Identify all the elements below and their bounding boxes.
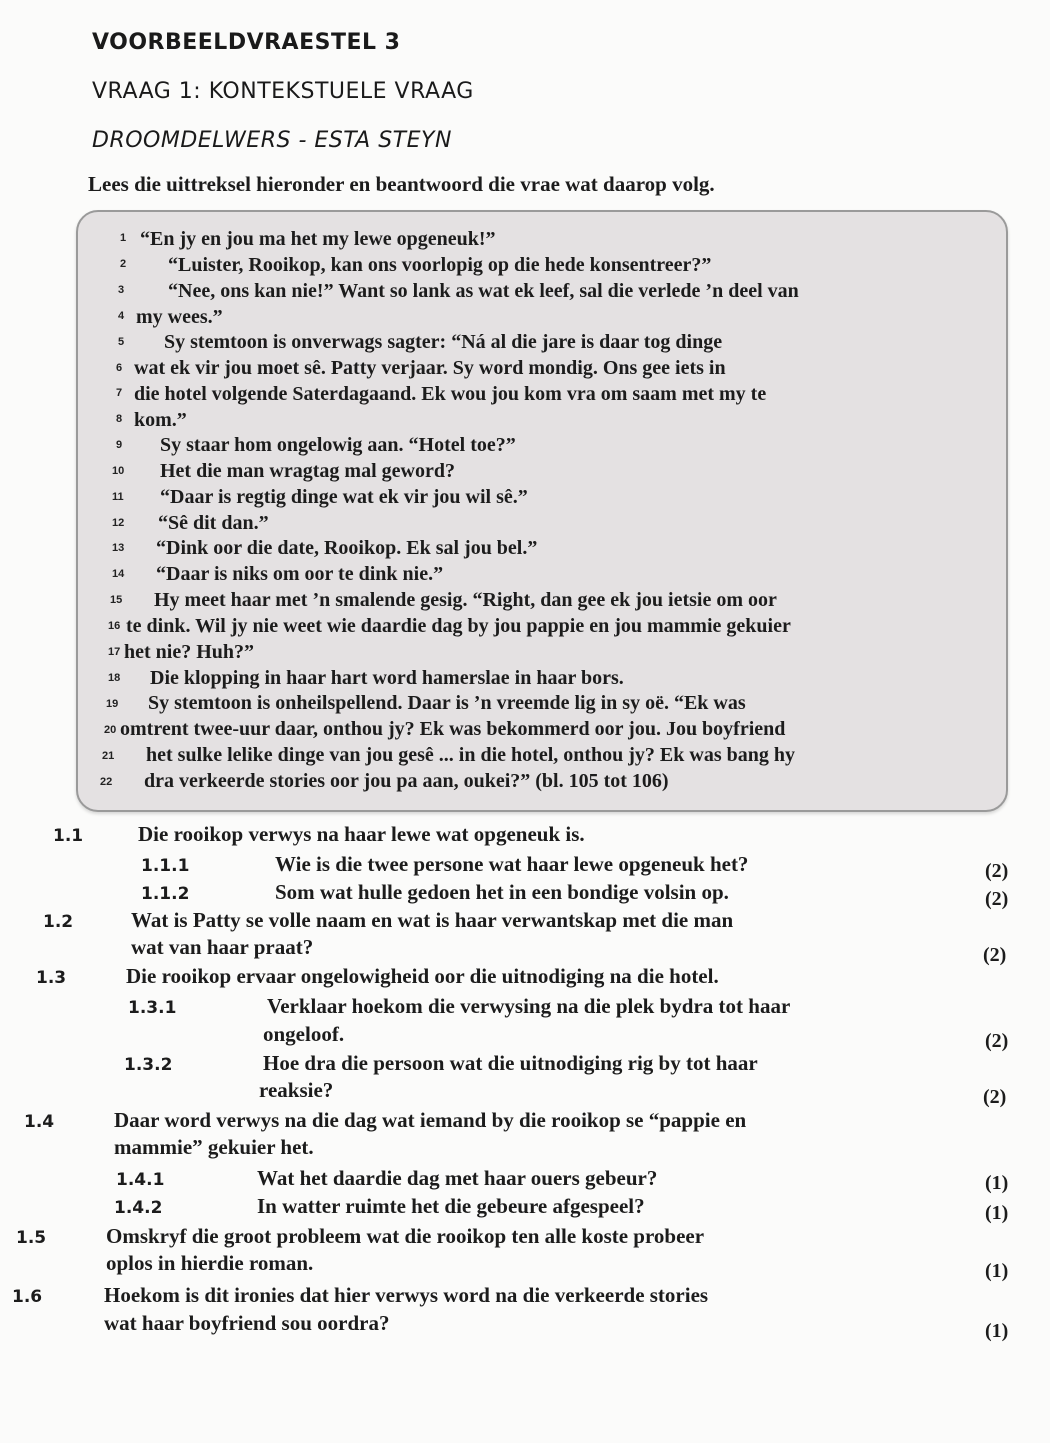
question-number: 1.4 bbox=[24, 1112, 55, 1132]
line-number: 8 bbox=[116, 413, 123, 425]
line-number: 13 bbox=[112, 542, 125, 554]
passage-line: my wees.” bbox=[136, 306, 223, 328]
passage-line: “Daar is regtig dinge wat ek vir jou wil sê.” bbox=[160, 486, 528, 508]
question-text: Die rooikop ervaar ongelowigheid oor die uitnodiging na die hotel. bbox=[126, 964, 719, 988]
question-number: 1.3.2 bbox=[124, 1055, 173, 1075]
line-number: 22 bbox=[100, 776, 113, 788]
line-number: 6 bbox=[116, 362, 123, 374]
question-mark: (1) bbox=[985, 1202, 1009, 1224]
question-text: Die rooikop verwys na haar lewe wat opgeneuk is. bbox=[138, 822, 585, 846]
question-number: 1.4.1 bbox=[116, 1170, 165, 1190]
question-text: Hoe dra die persoon wat die uitnodiging rig by tot haar bbox=[263, 1051, 758, 1075]
question-text: In watter ruimte het die gebeure afgespeel? bbox=[257, 1194, 645, 1218]
passage-line: te dink. Wil jy nie weet wie daardie dag by jou pappie en jou mammie gekuier bbox=[126, 615, 791, 637]
passage-line: Sy staar hom ongelowig aan. “Hotel toe?” bbox=[160, 434, 516, 456]
question-text: ongeloof. bbox=[263, 1022, 345, 1046]
question-text: reaksie? bbox=[259, 1078, 334, 1102]
question-text: Som wat hulle gedoen het in een bondige volsin op. bbox=[275, 880, 729, 904]
question-number: 1.1.2 bbox=[141, 884, 190, 904]
passage-line: Sy stemtoon is onheilspellend. Daar is ’n vreemde lig in sy oë. “Ek was bbox=[148, 692, 746, 714]
passage-line: Hy meet haar met ’n smalende gesig. “Right, dan gee ek jou ietsie om oor bbox=[154, 589, 777, 611]
question-text: Verklaar hoekom die verwysing na die plek bydra tot haar bbox=[267, 994, 791, 1018]
question-mark: (2) bbox=[985, 860, 1009, 882]
passage-line: “Luister, Rooikop, kan ons voorlopig op die hede konsentreer?” bbox=[168, 254, 712, 276]
passage-line: het nie? Huh?” bbox=[124, 641, 255, 663]
question-mark: (1) bbox=[985, 1172, 1009, 1194]
question-mark: (2) bbox=[983, 1086, 1007, 1108]
question-text: mammie” gekuier het. bbox=[114, 1135, 314, 1159]
passage-line: Sy stemtoon is onverwags sagter: “Ná al die jare is daar tog dinge bbox=[164, 331, 723, 353]
line-number: 7 bbox=[116, 387, 123, 399]
passage-line: “Sê dit dan.” bbox=[158, 512, 269, 534]
line-number: 16 bbox=[108, 620, 121, 632]
passage-line: dra verkeerde stories oor jou pa aan, oukei?” (bl. 105 tot 106) bbox=[144, 770, 669, 792]
line-number: 15 bbox=[110, 594, 123, 606]
question-text: Wie is die twee persone wat haar lewe opgeneuk het? bbox=[275, 852, 749, 876]
line-number: 20 bbox=[104, 724, 117, 736]
line-number: 2 bbox=[120, 258, 127, 270]
passage-line: kom.” bbox=[134, 409, 187, 431]
question-mark: (2) bbox=[985, 888, 1009, 910]
question-mark: (2) bbox=[983, 944, 1007, 966]
question-number: 1.6 bbox=[12, 1287, 43, 1307]
question-number: 1.4.2 bbox=[114, 1198, 163, 1218]
question-number: 1.1.1 bbox=[141, 856, 190, 876]
passage-line: het sulke lelike dinge van jou gesê ... in die hotel, onthou jy? Ek was bang hy bbox=[146, 744, 795, 766]
line-number: 17 bbox=[108, 646, 121, 658]
question-mark: (1) bbox=[985, 1260, 1009, 1282]
line-number: 9 bbox=[116, 439, 123, 451]
question-number: 1.1 bbox=[53, 826, 84, 846]
question-heading: VRAAG 1: KONTEKSTUELE VRAAG bbox=[92, 79, 474, 104]
passage-line: omtrent twee-uur daar, onthou jy? Ek was bekommerd oor jou. Jou boyfriend bbox=[120, 718, 786, 740]
question-mark: (1) bbox=[985, 1320, 1009, 1342]
passage-line: “Dink oor die date, Rooikop. Ek sal jou bel.” bbox=[156, 537, 538, 559]
question-text: Omskryf die groot probleem wat die rooikop ten alle koste probeer bbox=[106, 1224, 705, 1248]
line-number: 10 bbox=[112, 465, 125, 477]
line-number: 14 bbox=[112, 568, 125, 580]
line-number: 19 bbox=[106, 698, 119, 710]
question-text: oplos in hierdie roman. bbox=[106, 1251, 314, 1275]
question-text: Daar word verwys na die dag wat iemand by die rooikop se “pappie en bbox=[114, 1108, 747, 1132]
passage-line: “Nee, ons kan nie!” Want so lank as wat ek leef, sal die verlede ’n deel van bbox=[168, 280, 799, 302]
line-number: 1 bbox=[120, 232, 127, 244]
passage-line: “En jy en jou ma het my lewe opgeneuk!” bbox=[140, 228, 496, 250]
line-number: 18 bbox=[108, 672, 121, 684]
line-number: 21 bbox=[102, 750, 115, 762]
line-number: 12 bbox=[112, 517, 125, 529]
line-number: 3 bbox=[118, 284, 125, 296]
book-title: DROOMDELWERS - ESTA STEYN bbox=[92, 128, 452, 153]
question-mark: (2) bbox=[985, 1030, 1009, 1052]
question-text: Hoekom is dit ironies dat hier verwys word na die verkeerde stories bbox=[104, 1283, 709, 1307]
question-text: Wat is Patty se volle naam en wat is haar verwantskap met die man bbox=[131, 908, 734, 932]
extract-box bbox=[76, 210, 1008, 812]
passage-line: wat ek vir jou moet sê. Patty verjaar. Sy word mondig. Ons gee iets in bbox=[134, 357, 726, 379]
question-number: 1.3 bbox=[36, 968, 67, 988]
question-text: wat haar boyfriend sou oordra? bbox=[104, 1311, 390, 1335]
page-title: VOORBEELDVRAESTEL 3 bbox=[92, 30, 401, 55]
passage-line: die hotel volgende Saterdagaand. Ek wou jou kom vra om saam met my te bbox=[134, 383, 767, 405]
question-text: wat van haar praat? bbox=[131, 935, 314, 959]
question-number: 1.2 bbox=[43, 912, 74, 932]
passage-line: Het die man wragtag mal geword? bbox=[160, 460, 455, 482]
passage-line: “Daar is niks om oor te dink nie.” bbox=[156, 563, 444, 585]
line-number: 5 bbox=[118, 336, 125, 348]
line-number: 11 bbox=[112, 491, 124, 503]
question-number: 1.3.1 bbox=[128, 998, 177, 1018]
line-number: 4 bbox=[118, 310, 125, 322]
instruction: Lees die uittreksel hieronder en beantwoord die vrae wat daarop volg. bbox=[88, 172, 715, 196]
passage-line: Die klopping in haar hart word hamerslae in haar bors. bbox=[150, 667, 624, 689]
question-text: Wat het daardie dag met haar ouers gebeur? bbox=[257, 1166, 658, 1190]
question-number: 1.5 bbox=[16, 1228, 47, 1248]
